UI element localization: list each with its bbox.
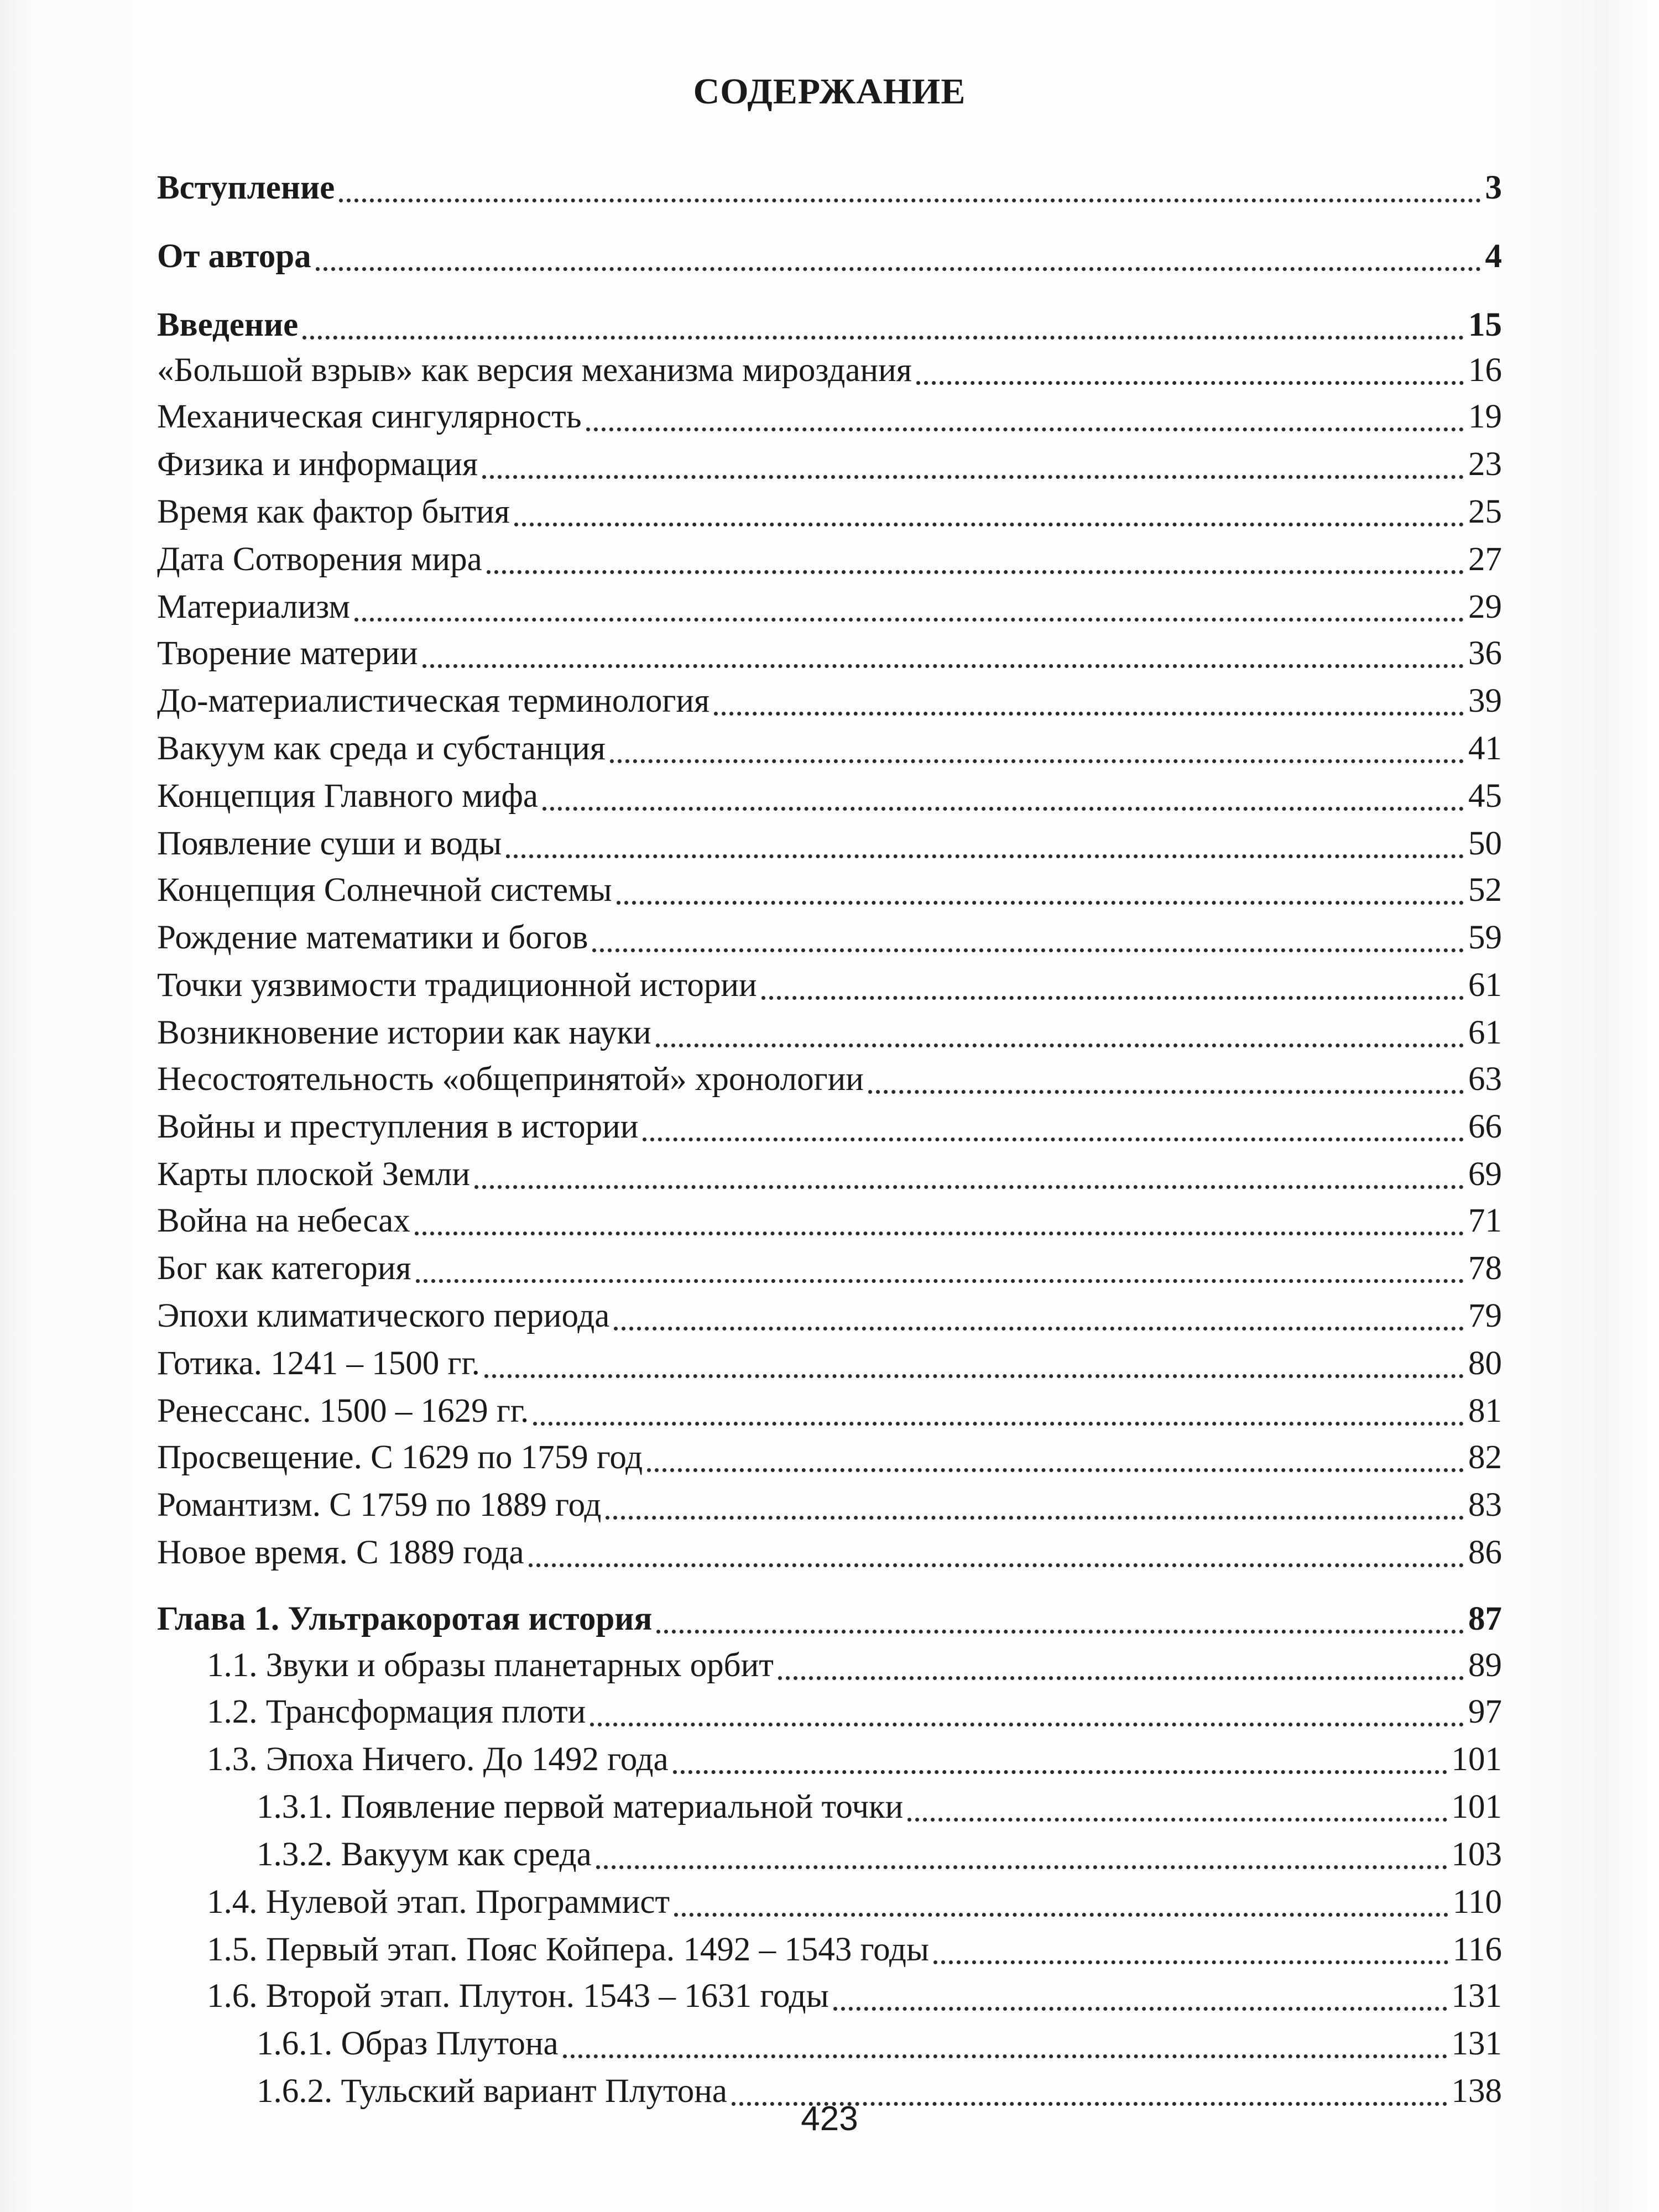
toc-entry-page: 83 — [1468, 1486, 1502, 1524]
toc-entry-page: 69 — [1468, 1156, 1502, 1193]
toc-entry-page: 23 — [1468, 446, 1502, 483]
dot-leader — [606, 1516, 1464, 1520]
toc-entry — [157, 1973, 1502, 2020]
toc-entry-page: 27 — [1468, 541, 1502, 578]
toc-entry-title: Новое время. С 1889 года — [157, 1534, 524, 1571]
dot-leader — [529, 1563, 1464, 1567]
toc-entry — [157, 1104, 1502, 1150]
toc-entry-title: Появление суши и воды — [157, 825, 502, 862]
toc-entry — [157, 1388, 1502, 1434]
dot-leader — [916, 381, 1464, 385]
toc-entry — [157, 1832, 1502, 1878]
dot-leader — [316, 267, 1481, 271]
dot-leader — [907, 1818, 1447, 1822]
toc-entry-title: 1.5. Первый этап. Пояс Койпера. 1492 – 1543 годы — [207, 1931, 929, 1968]
toc-entry-title: Бог как категория — [157, 1250, 411, 1287]
toc-entry — [157, 2021, 1502, 2067]
toc-entry-title: 1.6.1. Образ Плутона — [257, 2025, 559, 2062]
toc-entry — [157, 394, 1502, 440]
toc-entry-title: Война на небесах — [157, 1202, 410, 1239]
toc-entry — [157, 1340, 1502, 1387]
toc-entry-title: 1.6. Второй этап. Плутон. 1543 – 1631 годы — [207, 1978, 829, 2015]
toc-entry-title: Карты плоской Земли — [157, 1156, 470, 1193]
toc-entry — [157, 1530, 1502, 1576]
dot-leader — [586, 427, 1464, 431]
toc-entry — [157, 536, 1502, 583]
toc-entry-title: Введение — [157, 306, 299, 343]
toc-entry-page: 103 — [1451, 1836, 1502, 1873]
toc-entry — [157, 821, 1502, 867]
page-number: 423 — [801, 2100, 858, 2138]
toc-entry-title: Концепция Главного мифа — [157, 778, 538, 815]
toc-entry — [157, 773, 1502, 820]
toc-entry-title: Глава 1. Ультракоротая история — [157, 1600, 653, 1637]
dot-leader — [563, 2054, 1447, 2058]
toc-entry-title: 1.4. Нулевой этап. Программист — [207, 1884, 670, 1921]
dot-leader — [833, 2007, 1447, 2011]
dot-leader — [484, 1374, 1464, 1378]
toc-entry-title: Материализм — [157, 588, 351, 625]
toc-entry-title: Вступление — [157, 169, 335, 206]
dot-leader — [761, 996, 1464, 1000]
dot-leader — [339, 199, 1480, 202]
toc-entry-title: 1.2. Трансформация плоти — [207, 1693, 586, 1730]
dot-leader — [868, 1090, 1464, 1094]
dot-leader — [933, 1960, 1448, 1964]
toc-entry-page: 116 — [1452, 1931, 1502, 1968]
toc-entry — [157, 1434, 1502, 1481]
toc-entry-page: 50 — [1468, 825, 1502, 862]
dot-leader — [506, 854, 1464, 858]
dot-leader — [674, 1913, 1448, 1917]
toc-entry — [157, 441, 1502, 488]
dot-leader — [487, 570, 1464, 574]
toc-entry-page: 52 — [1468, 872, 1502, 909]
toc-entry-page: 82 — [1468, 1439, 1502, 1476]
toc-entry — [157, 1879, 1502, 1926]
toc-entry-page: 19 — [1468, 398, 1502, 435]
page-title: СОДЕРЖАНИЕ — [693, 71, 966, 112]
toc-entry — [157, 1010, 1502, 1056]
toc-entry-page: 89 — [1468, 1647, 1502, 1684]
dot-leader — [656, 1630, 1464, 1634]
dot-leader — [354, 618, 1464, 622]
toc-entry — [157, 1245, 1502, 1292]
dot-leader — [617, 901, 1464, 905]
dot-leader — [714, 712, 1464, 716]
dot-leader — [482, 475, 1464, 479]
dot-leader — [415, 1232, 1464, 1235]
toc-entry-title: Механическая сингулярность — [157, 398, 582, 435]
dot-leader — [778, 1676, 1464, 1680]
toc-entry — [157, 1198, 1502, 1244]
toc-entry — [157, 962, 1502, 1009]
toc-entry-title: Дата Сотворения мира — [157, 541, 482, 578]
toc-entry-page: 87 — [1468, 1600, 1502, 1637]
toc-entry-title: Время как фактор бытия — [157, 493, 510, 530]
toc-entry — [157, 1689, 1502, 1735]
toc-entry — [157, 1482, 1502, 1528]
dot-leader — [656, 1044, 1464, 1047]
toc-entry-title: Рождение математики и богов — [157, 919, 588, 956]
toc-entry — [157, 584, 1502, 630]
toc-entry-title: Концепция Солнечной системы — [157, 872, 612, 909]
toc-entry-page: 101 — [1451, 1741, 1502, 1778]
dot-leader — [610, 759, 1464, 763]
toc-entry — [157, 1596, 1502, 1642]
toc-entry-page: 80 — [1468, 1345, 1502, 1382]
toc-entry-page: 63 — [1468, 1061, 1502, 1098]
toc-entry-title: Романтизм. С 1759 по 1889 год — [157, 1486, 602, 1524]
dot-leader — [533, 1422, 1464, 1426]
toc-entry-page: 138 — [1451, 2073, 1502, 2110]
toc-entry-page: 61 — [1468, 1014, 1502, 1051]
toc-entry-title: Несостоятельность «общепринятой» хронологии — [157, 1061, 864, 1098]
toc-entry — [157, 1927, 1502, 1973]
toc-entry — [157, 302, 1502, 348]
toc-entry — [157, 915, 1502, 961]
toc-entry-title: До-материалистическая терминология — [157, 682, 710, 719]
toc-entry-title: 1.3.1. Появление первой материальной точки — [257, 1788, 904, 1825]
toc-entry-page: 3 — [1485, 169, 1502, 206]
dot-leader — [590, 1723, 1464, 1726]
toc-entry-page: 79 — [1468, 1297, 1502, 1334]
toc-entry-title: От автора — [157, 238, 311, 275]
toc-entry — [157, 1293, 1502, 1339]
toc-entry — [157, 630, 1502, 677]
toc-entry-page: 41 — [1468, 730, 1502, 767]
toc-entry-page: 86 — [1468, 1534, 1502, 1571]
toc-entry — [157, 867, 1502, 914]
toc-entry-page: 131 — [1451, 1978, 1502, 2015]
toc-entry-page: 101 — [1451, 1788, 1502, 1825]
toc-entry-title: Точки уязвимости традиционной истории — [157, 967, 757, 1004]
dot-leader — [542, 807, 1464, 811]
toc-entry — [157, 489, 1502, 535]
toc-entry-title: Просвещение. С 1629 по 1759 год — [157, 1439, 643, 1476]
toc-entry-page: 97 — [1468, 1693, 1502, 1730]
toc-entry-page: 59 — [1468, 919, 1502, 956]
toc-entry-title: 1.3. Эпоха Ничего. До 1492 года — [207, 1741, 669, 1778]
dot-leader — [474, 1185, 1464, 1189]
dot-leader — [643, 1138, 1464, 1141]
toc-entry-page: 66 — [1468, 1108, 1502, 1145]
toc-entry-title: Ренессанс. 1500 – 1629 гг. — [157, 1392, 529, 1430]
dot-leader — [614, 1327, 1464, 1331]
toc-entry-title: 1.1. Звуки и образы планетарных орбит — [207, 1647, 774, 1684]
toc-entry-title: Творение материи — [157, 635, 418, 672]
toc-entry-page: 39 — [1468, 682, 1502, 719]
toc-entry — [157, 347, 1502, 394]
toc-entry-page: 29 — [1468, 588, 1502, 625]
toc-entry — [157, 1151, 1502, 1198]
toc-entry-page: 71 — [1468, 1202, 1502, 1239]
dot-leader — [592, 948, 1464, 952]
toc-entry — [157, 1784, 1502, 1830]
toc-entry-page: 25 — [1468, 493, 1502, 530]
toc-entry-title: «Большой взрыв» как версия механизма мироздания — [157, 352, 912, 389]
toc-entry-title: 1.3.2. Вакуум как среда — [257, 1836, 592, 1873]
dot-leader — [673, 1770, 1447, 1774]
dot-leader — [422, 664, 1464, 668]
toc-entry-title: Возникновение истории как науки — [157, 1014, 651, 1051]
toc-entry-page: 16 — [1468, 352, 1502, 389]
toc-entry-title: Вакуум как среда и субстанция — [157, 730, 606, 767]
dot-leader — [596, 1865, 1447, 1869]
dot-leader — [514, 523, 1464, 526]
toc-entry-page: 131 — [1451, 2025, 1502, 2062]
toc-entry-page: 61 — [1468, 967, 1502, 1004]
dot-leader — [302, 336, 1464, 340]
dot-leader — [416, 1279, 1464, 1283]
toc-entry-title: Готика. 1241 – 1500 гг. — [157, 1345, 480, 1382]
toc-entry-page: 4 — [1485, 238, 1502, 275]
toc-entry — [157, 1056, 1502, 1103]
toc-entry-page: 78 — [1468, 1250, 1502, 1287]
toc-entry-title: Эпохи климатического периода — [157, 1297, 610, 1334]
toc-entry-page: 110 — [1452, 1884, 1502, 1921]
toc-entry-page: 45 — [1468, 778, 1502, 815]
dot-leader — [647, 1468, 1464, 1472]
toc-entry — [157, 1736, 1502, 1783]
toc-entry-page: 36 — [1468, 635, 1502, 672]
toc-entry-title: Войны и преступления в истории — [157, 1108, 639, 1145]
toc-entry-title: Физика и информация — [157, 446, 478, 483]
toc-entry-page: 15 — [1468, 306, 1502, 343]
toc-entry — [157, 165, 1502, 211]
toc-entry — [157, 233, 1502, 280]
toc-entry — [157, 678, 1502, 724]
toc-entry — [157, 726, 1502, 772]
toc-entry-title: 1.6.2. Тульский вариант Плутона — [257, 2073, 727, 2110]
toc-entry-page: 81 — [1468, 1392, 1502, 1430]
toc-entry — [157, 1642, 1502, 1689]
